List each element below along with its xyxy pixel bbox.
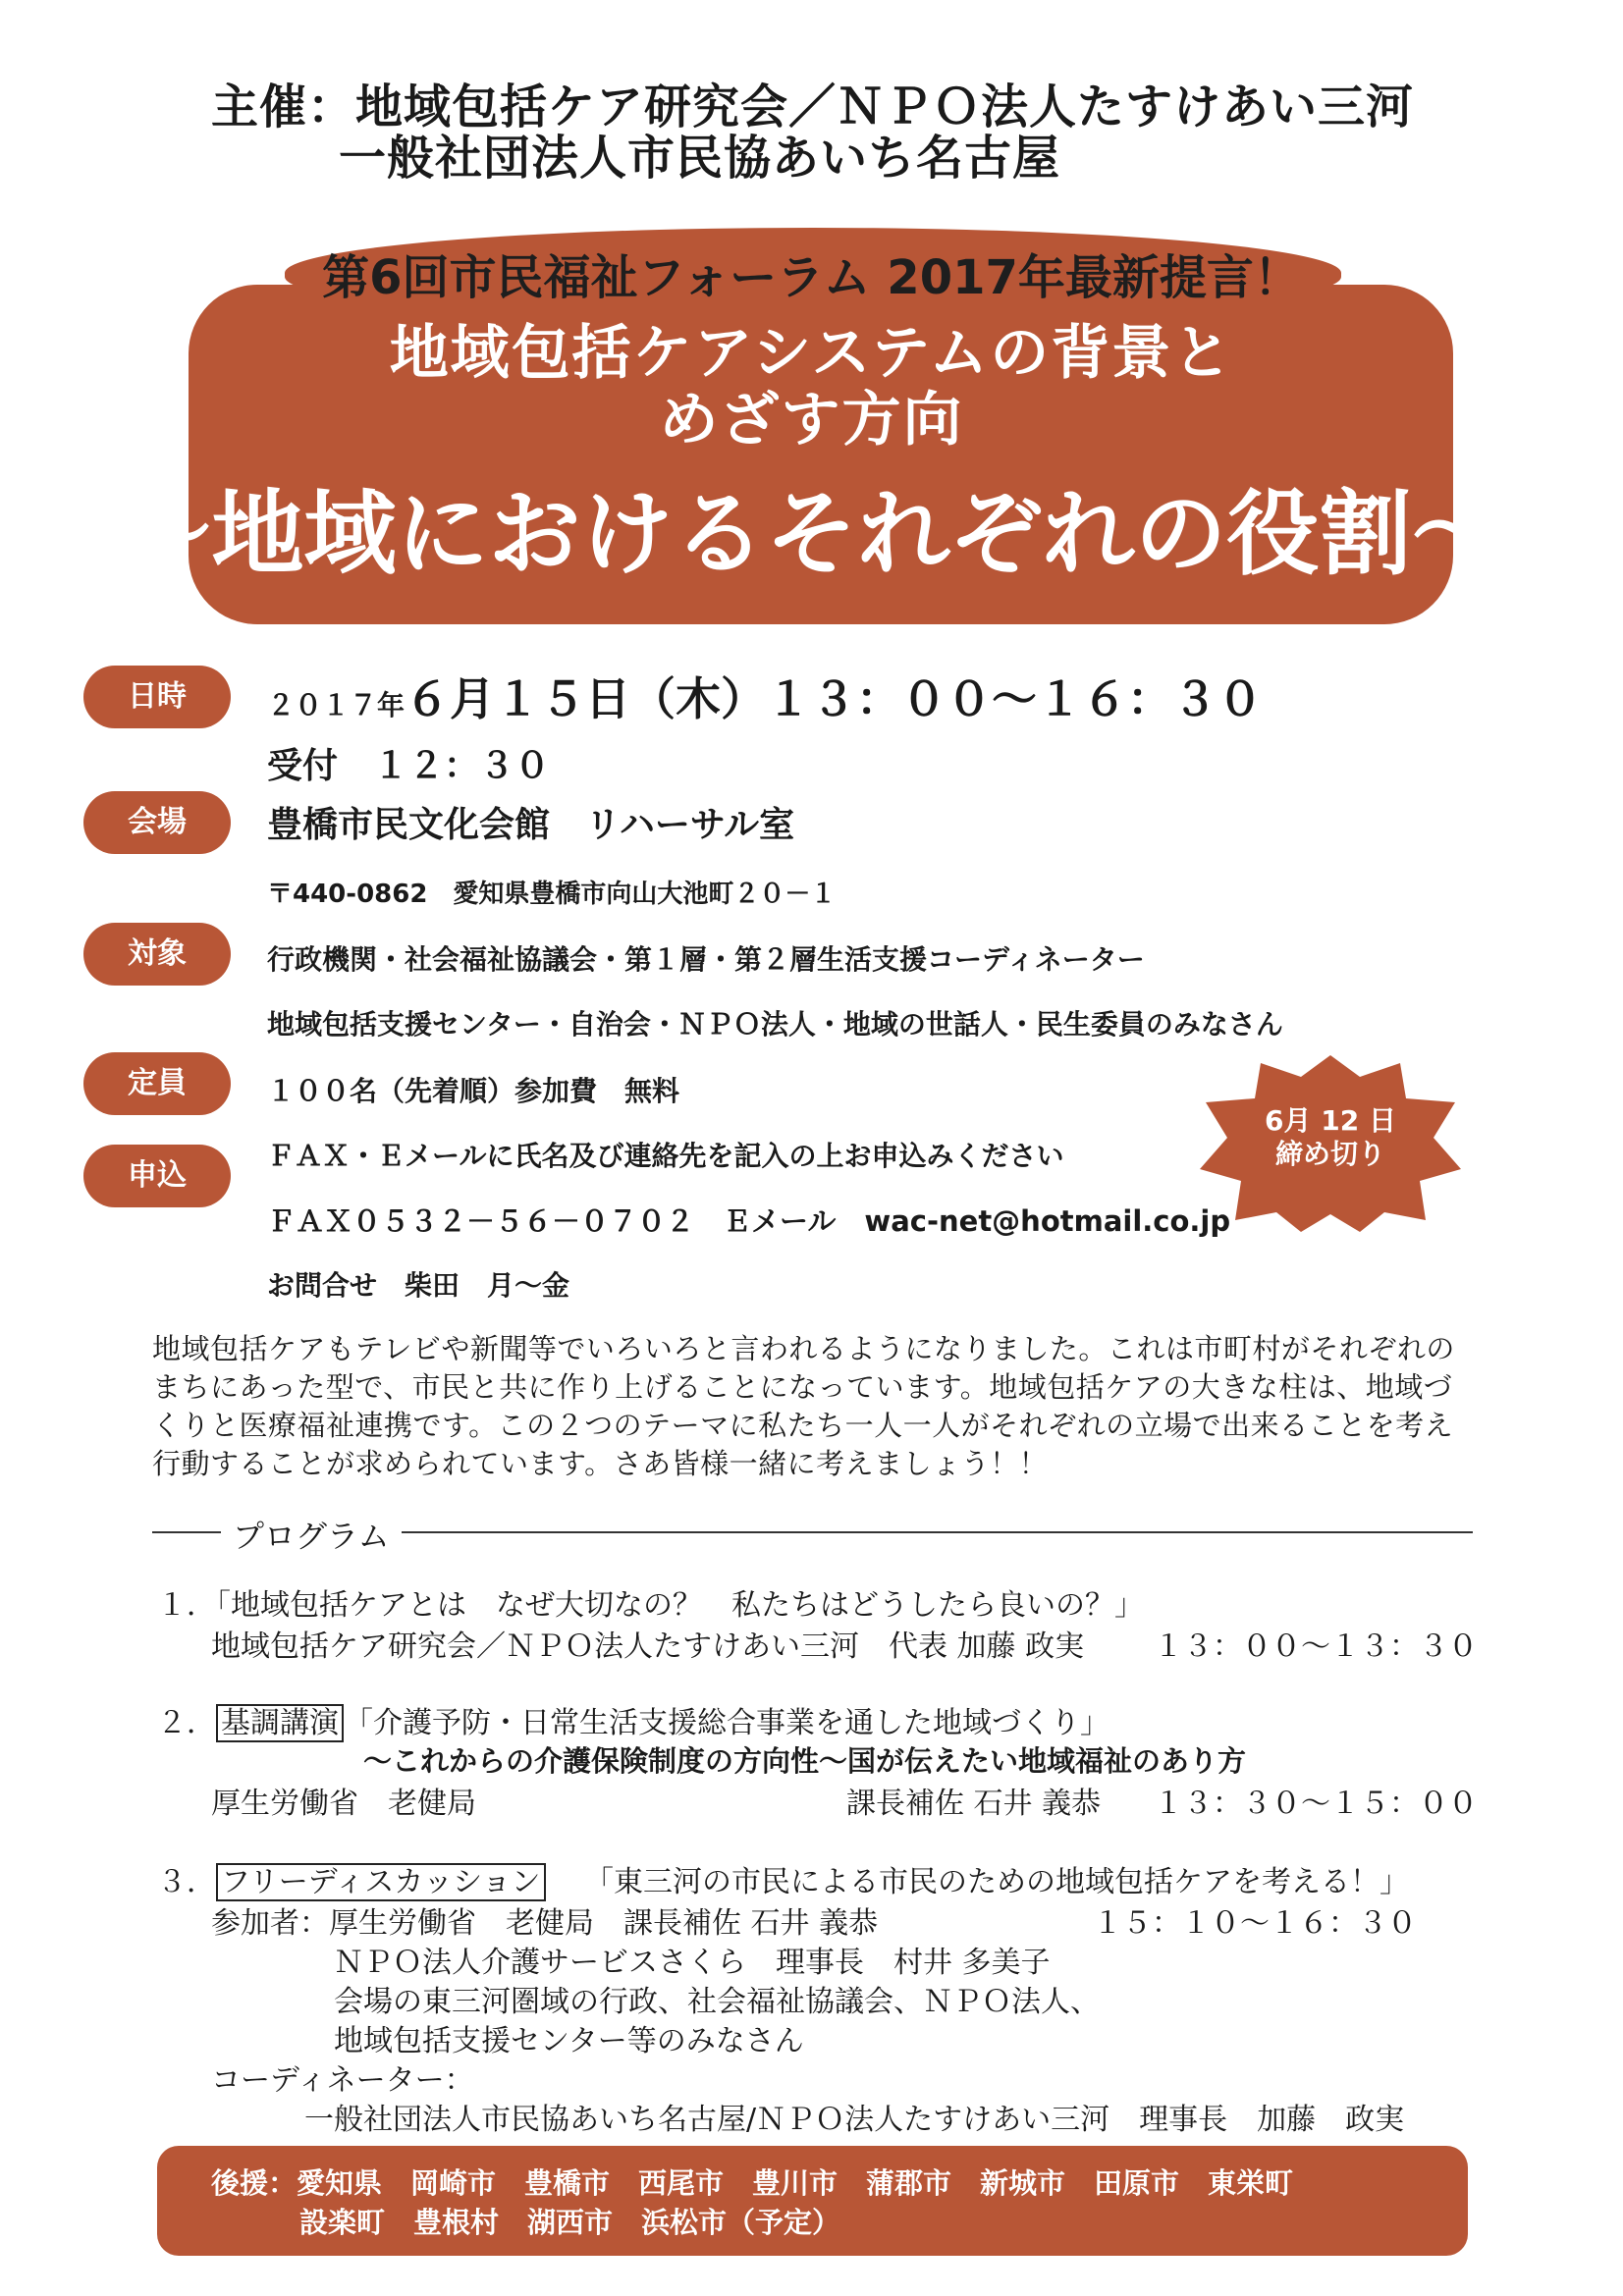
apply-inquiry: お問合せ 柴田 月～金: [267, 1269, 570, 1302]
organizer-line-1: 主催：地域包括ケア研究会／ＮＰＯ法人たすけあい三河: [211, 80, 1415, 134]
program-item-2-title-text: 「介護予防・日常生活支援総合事業を通した地域づくり」: [344, 1706, 1109, 1740]
program-item-3-time: １５：１０～１６：３０: [1093, 1906, 1417, 1941]
venue-name: 豊橋市民文化会館 リハーサル室: [267, 805, 795, 845]
program-item-3-title: [157, 1857, 546, 1900]
venue-address: 〒440-0862 愛知県豊橋市向山大池町２０－１: [267, 880, 837, 909]
program-item-3-participants-label: 参加者：: [211, 1906, 329, 1941]
program-item-3-participant-3: 会場の東三河圏域の行政、社会福祉協議会、ＮＰＯ法人、: [334, 1985, 1100, 2019]
program-item-1-title-text: 「地域包括ケアとは なぜ大切なの？ 私たちはどうしたら良いの？」: [216, 1588, 1144, 1623]
program-item-2-time: １３：３０～１５：００: [1154, 1787, 1478, 1821]
program-item-2-org: 厚生労働省 老健局: [211, 1787, 476, 1821]
program-item-2-number: ２．: [157, 1706, 216, 1740]
organizer-line-2: 一般社団法人市民協あいち名古屋: [339, 131, 1061, 186]
program-item-3-participant-4: 地域包括支援センター等のみなさん: [334, 2024, 804, 2058]
capacity: １００名（先着順）参加費 無料: [267, 1075, 680, 1107]
program-item-1-number: １．: [157, 1588, 216, 1623]
target-line-2: 地域包括支援センター・自治会・ＮＰＯ法人・地域の世話人・民生委員のみなさん: [267, 1008, 1283, 1041]
apply-line-1: ＦＡＸ・Ｅメールに氏名及び連絡先を記入の上お申込みください: [267, 1140, 1064, 1172]
program-heading: [152, 1512, 1473, 1555]
program-item-3-title-text: 「東三河の市民による市民のための地域包括ケアを考える！」: [584, 1865, 1409, 1899]
program-item-3-coordinator: 一般社団法人市民協あいち名古屋/ＮＰＯ法人たすけあい三河 理事長 加藤 政実: [304, 2103, 1405, 2137]
label-venue: 会場: [83, 791, 231, 854]
program-item-3-coordinator-label: コーディネーター：: [211, 2063, 474, 2098]
program-item-1-time: １３：００～１３：３０: [1154, 1629, 1478, 1664]
banner-title-line-3: ～地域におけるそれぞれの役割～: [119, 481, 1504, 588]
program-item-3-tag: フリーディスカッション: [216, 1863, 546, 1901]
label-apply: 申込: [83, 1145, 231, 1207]
program-item-2-title: [157, 1698, 1109, 1741]
deadline-date: 6月 12 日: [1265, 1104, 1396, 1137]
label-target: 対象: [83, 923, 231, 986]
program-item-3-participant-1: 厚生労働省 老健局 課長補佐 石井 義恭: [329, 1906, 879, 1941]
program-item-1-title: [157, 1580, 1144, 1624]
program-item-3-participant-2: ＮＰＯ法人介護サービスさくら 理事長 村井 多美子: [334, 1946, 1051, 1980]
sponsors-line-1: 後援：愛知県 岡崎市 豊橋市 西尾市 豊川市 蒲郡市 新城市 田原市 東栄町: [211, 2166, 1294, 2200]
sponsors-line-2: 設楽町 豊根村 湖西市 浜松市（予定）: [299, 2206, 841, 2239]
program-item-2-subtitle: ～これからの介護保険制度の方向性～国が伝えたい地域福祉のあり方: [363, 1744, 1247, 1778]
program-item-3-number: ３．: [157, 1865, 216, 1899]
program-item-2-speaker: 課長補佐 石井 義恭: [846, 1787, 1102, 1821]
target-line-1: 行政機関・社会福祉協議会・第１層・第２層生活支援コーディネーター: [267, 943, 1145, 976]
description: 地域包括ケアもテレビや新聞等でいろいろと言われるようになりました。これは市町村がそれぞれのまちにあった型で、市民と共に作り上げることになっています。地域包括ケアの大きな柱は、地域づくりと医療福祉連携です。この２つのテーマに私たち一人一人がそれぞれの立場で出来ることを考え行動することが求められています。さあ皆様一緒に考えましょう！！: [152, 1332, 1455, 1480]
banner-title-line-2: めざす方向: [659, 386, 964, 454]
reception-time: 受付 １２：３０: [267, 746, 551, 786]
event-date-main: ６月１５日（木）１３：００～１６：３０: [405, 672, 1264, 725]
banner-title-line-1: 地域包括ケアシステムの背景と: [389, 319, 1234, 388]
program-item-2-tag: 基調講演: [216, 1704, 344, 1742]
event-date: [267, 664, 1263, 728]
program-item-3-participants: [211, 1898, 878, 1942]
program-item-1-speaker: 地域包括ケア研究会／ＮＰＯ法人たすけあい三河 代表 加藤 政実: [211, 1629, 1085, 1664]
banner-subtitle: 第6回市民福祉フォーラム 2017年最新提言！: [322, 250, 1301, 305]
event-date-year: ２０１７年: [267, 689, 406, 721]
label-capacity: 定員: [83, 1052, 231, 1115]
program-heading-title: プログラム: [221, 1512, 402, 1557]
label-date: 日時: [83, 666, 231, 728]
apply-contact: ＦＡＸ０５３２－５６－０７０２ Ｅメール wac-net@hotmail.co.jp: [267, 1204, 1231, 1238]
deadline-label: 締め切り: [1274, 1138, 1385, 1170]
